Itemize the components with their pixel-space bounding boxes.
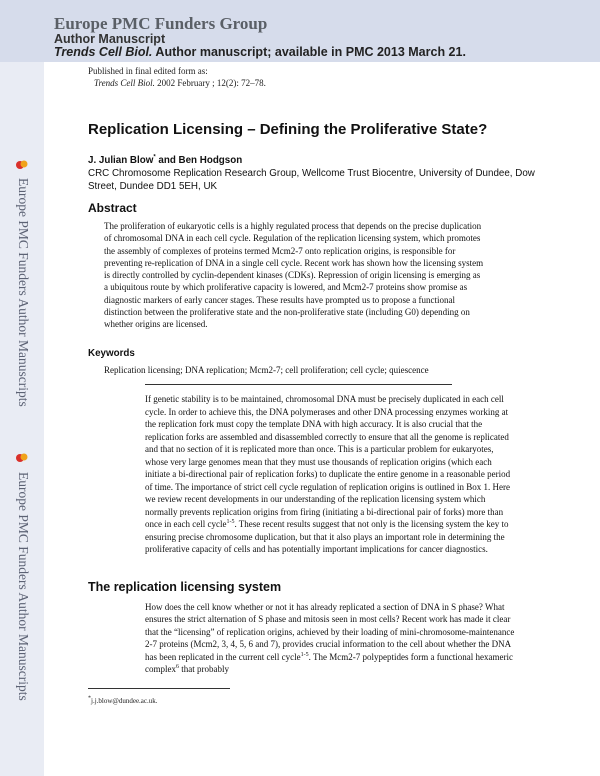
citation-journal: Trends Cell Biol. — [94, 78, 155, 88]
section-heading-licensing: The replication licensing system — [88, 580, 282, 594]
keywords-heading: Keywords — [88, 348, 135, 359]
licensing-text-1: How does the cell know whether or not it has already replicated a section of DNA in S phase? What ensures the strict alternation of S phase and mitosis seen in most cells? Recent work has made it clear that the “licensing” of replication origins, achieved by their loading of mini-chromosome-maintenance 2-7 proteins (Mcm2, 3, 4, 5, 6 and 7), provides crucial information to the cell about whether the DNA has been replicated in the current cell cycle — [145, 602, 515, 662]
section-divider — [145, 384, 452, 385]
ref-link[interactable]: 6 — [176, 664, 179, 671]
journal-name: Trends Cell Biol. — [54, 45, 153, 59]
availability-text: Author manuscript; available in PMC 2013 March 21. — [152, 45, 466, 59]
abstract-text: The proliferation of eukaryotic cells is a highly regulated process that depends on the precise duplication of chromosomal DNA in each cell cycle. Regulation of the replication licensing system, which promotes the assembly of complexes of proteins termed Mcm2-7 onto replication origins, is responsible for preventing re-replication of DNA in a single cell cycle. Recent work has shown how the licensing system is directly controlled by cyclin-dependent kinases (CDKs). Repression of origin licensing is emerging as a ubiquitous route by which proliferative capacity is lowered, and Mcm2-7 proteins show promise as diagnostic markers of early cancer stages. These results have prompted us to propose a functional distinction between the proliferative state and the non-proliferative state (including G0) depending on whether origins are licensed. — [104, 221, 484, 330]
footnote-mark: * — [88, 695, 91, 702]
licensing-text-3: that probably — [179, 664, 229, 675]
sidebar-label-top: Europe PMC Funders Author Manuscripts — [16, 178, 31, 407]
licensing-paragraph — [145, 601, 517, 675]
citation-details: 2002 February ; 12(2): 72–78. — [154, 78, 266, 88]
affiliation: CRC Chromosome Replication Research Group, Wellcome Trust Biocentre, University of Dundee, Dow Street, Dundee DD1 5EH, UK — [88, 168, 535, 192]
author-manuscript-label: Author Manuscript — [54, 32, 166, 46]
footnote-divider — [88, 688, 230, 689]
author-hodgson: and Ben Hodgson — [155, 155, 243, 166]
funders-group-title: Europe PMC Funders Group — [54, 14, 268, 33]
author-list — [88, 155, 242, 166]
sidebar-label-bottom: Europe PMC Funders Author Manuscripts — [16, 472, 31, 701]
ref-link[interactable]: 1-5 — [226, 519, 235, 525]
europe-pmc-logo-icon — [15, 452, 29, 464]
intro-paragraph — [145, 393, 517, 556]
abstract-heading: Abstract — [88, 201, 137, 215]
keywords-text: Replication licensing; DNA replication; Mcm2-7; cell proliferation; cell cycle; quiescence — [104, 365, 429, 375]
publication-info — [88, 65, 266, 89]
published-as-label: Published in final edited form as: — [88, 66, 208, 76]
intro-text-2: . These recent results suggest that not only is the licensing system the key to ensuring precise chromosome duplication, but that it also plays an important role in determining the proliferative capacity of cells and has potentially important implications for cancer diagnostics. — [145, 519, 509, 554]
sidebar — [0, 62, 44, 776]
ref-link[interactable]: 1-5 — [300, 651, 309, 658]
licensing-text-2: . The Mcm2-7 polypeptides form a functional hexameric complex — [145, 651, 513, 675]
author-blow: J. Julian Blow — [88, 155, 154, 166]
author-email[interactable]: j.j.blow@dundee.ac.uk. — [91, 697, 158, 705]
footnote — [88, 697, 158, 705]
header-band — [0, 0, 600, 62]
intro-text-1: If genetic stability is to be maintained, chromosomal DNA must be precisely duplicated in each cell cycle. In order to achieve this, the DNA polymerases and other DNA processing enzymes working at the replication fork must copy the template DNA with high accuracy. It is also crucial that the replication forks are assembled and disassembled correctly to ensure that all the genome is replicated and that no section of it is replicated more than once. This is a particular problem for eukaryotes, whose very large genomes mean that they must use thousands of replication origins (which each initiate a bi-directional pair of replication forks) to duplicate the entire genome in a reasonable period of time. The importance of strict cell cycle regulation of replication origins is outlined in Box 1. Here we review recent developments in our understanding of the replication licensing system which normally prevents replication origins from firing (initiating a bi-directional pair of forks) more than once in each cell cycle — [145, 394, 511, 529]
publication-citation — [88, 77, 266, 89]
corresponding-mark: * — [153, 154, 156, 161]
europe-pmc-logo-icon — [15, 159, 29, 171]
article-title: Replication Licensing – Defining the Proliferative State? — [88, 121, 488, 138]
journal-availability — [54, 45, 466, 59]
